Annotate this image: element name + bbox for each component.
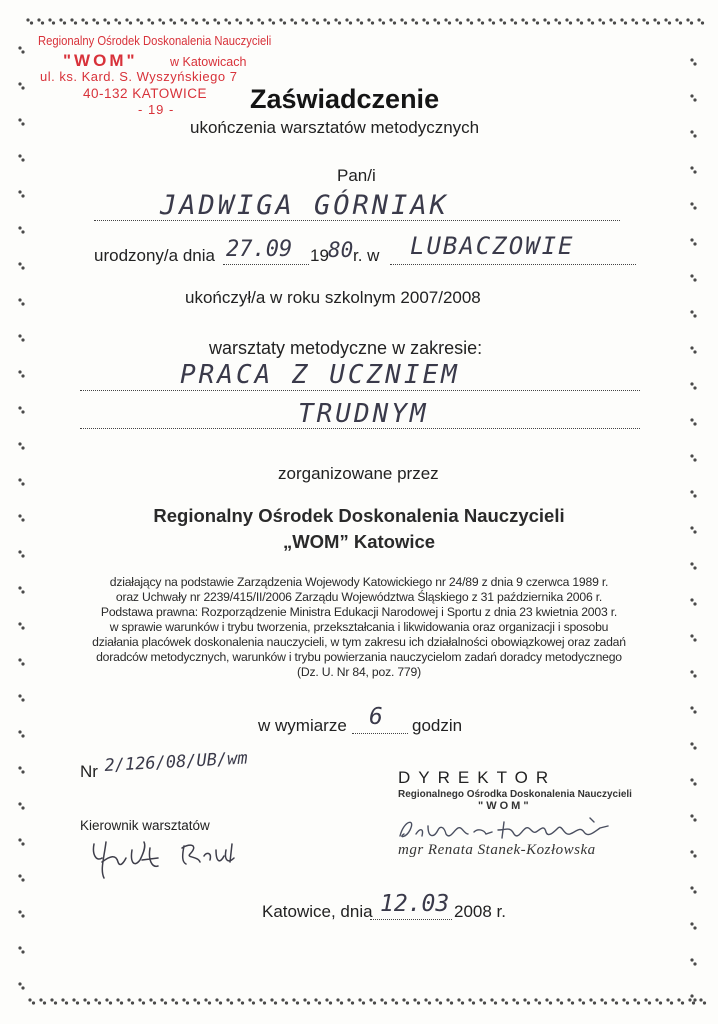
hours-dotted-line bbox=[352, 733, 408, 734]
born-year-handwritten: 80 bbox=[328, 238, 354, 262]
legal-line: (Dz. U. Nr 84, poz. 779) bbox=[297, 665, 421, 679]
document-subtitle: ukończenia warsztatów metodycznych bbox=[190, 118, 480, 137]
born-year-prefix: 19 bbox=[310, 246, 329, 265]
manager-signature bbox=[88, 832, 248, 888]
organizer-name: Regionalny Ośrodek Doskonalenia Nauczycieli bbox=[153, 505, 565, 526]
name-handwritten: JADWIGA GÓRNIAK bbox=[160, 190, 449, 221]
place-label: Katowice, dnia bbox=[262, 902, 373, 921]
legal-line: Podstawa prawna: Rozporządzenie Ministra Edukacji Narodowej i Sportu z dnia 23 kwietnia 2003 r. bbox=[100, 605, 618, 619]
topic-handwritten-2: TRUDNYM bbox=[298, 399, 429, 429]
stamp-line-1: Regionalny Ośrodek Doskonalenia Nauczycieli bbox=[38, 34, 272, 48]
issue-date-handwritten: 12.03 bbox=[380, 891, 450, 917]
stamp-line-4: 40-132 KATOWICE bbox=[83, 86, 208, 101]
stamp-line-5: - 19 - bbox=[138, 102, 175, 117]
born-in-label: r. w bbox=[353, 246, 380, 265]
organizer-city: „WOM” Katowice bbox=[282, 531, 436, 552]
director-wom: "WOM" bbox=[478, 800, 532, 812]
director-name: mgr Renata Stanek-Kozłowska bbox=[398, 842, 596, 858]
born-date-handwritten: 27.09 bbox=[226, 237, 293, 262]
pan-label: Pan/i bbox=[337, 166, 376, 185]
issue-date-dotted-line bbox=[370, 919, 452, 920]
hours-label: w wymiarze bbox=[258, 716, 347, 735]
born-place-dotted-line bbox=[390, 264, 636, 265]
director-signature bbox=[394, 812, 634, 844]
legal-line: oraz Uchwały nr 2239/415/II/2006 Zarządu Województwa Śląskiego z 31 października 2006 r. bbox=[115, 590, 603, 604]
nr-handwritten: 2/126/08/UB/wm bbox=[104, 748, 249, 776]
born-place-handwritten: LUBACZOWIE bbox=[410, 232, 575, 260]
nr-label: Nr bbox=[80, 762, 98, 781]
issue-year: 2008 r. bbox=[454, 902, 506, 921]
legal-line: doradców metodycznych, warunków i trybu powierzania nauczycielom zadań doradcy metodycznego bbox=[96, 650, 622, 664]
legal-line: działania placówek doskonalenia nauczycieli, w tym zakresu ich działalności obowiązkowej oraz zadań bbox=[92, 635, 626, 649]
stamp-line-3: ul. ks. Kard. S. Wyszyńskiego 7 bbox=[40, 69, 238, 84]
completed-line: ukończył/a w roku szkolnym 2007/2008 bbox=[185, 288, 481, 307]
legal-line: działający na podstawie Zarządzenia Wojewody Katowickiego nr 24/89 z dnia 9 czerwca 1989 r. bbox=[109, 575, 609, 589]
hours-unit: godzin bbox=[412, 716, 463, 735]
manager-label: Kierownik warsztatów bbox=[80, 818, 210, 833]
stamp-brand: "WOM" bbox=[63, 51, 138, 70]
hours-handwritten: 6 bbox=[369, 704, 383, 730]
organized-by-label: zorganizowane przez bbox=[278, 464, 439, 483]
topic-dotted-line-1 bbox=[80, 390, 640, 391]
legal-line: w sprawie warunków i trybu tworzenia, przekształcania i likwidowania oraz organizacji i sposobu bbox=[109, 620, 609, 634]
director-organization: Regionalnego Ośrodka Doskonalenia Nauczycieli bbox=[398, 788, 632, 800]
born-label: urodzony/a dnia bbox=[94, 246, 215, 265]
director-title: DYREKTOR bbox=[398, 768, 557, 787]
stamp-line-2: w Katowicach bbox=[170, 55, 247, 69]
born-date-dotted-line bbox=[223, 264, 309, 265]
topic-handwritten-1: PRACA Z UCZNIEM bbox=[180, 360, 460, 390]
workshops-label: warsztaty metodyczne w zakresie: bbox=[209, 338, 483, 358]
document-title: Zaświadczenie bbox=[250, 84, 440, 114]
